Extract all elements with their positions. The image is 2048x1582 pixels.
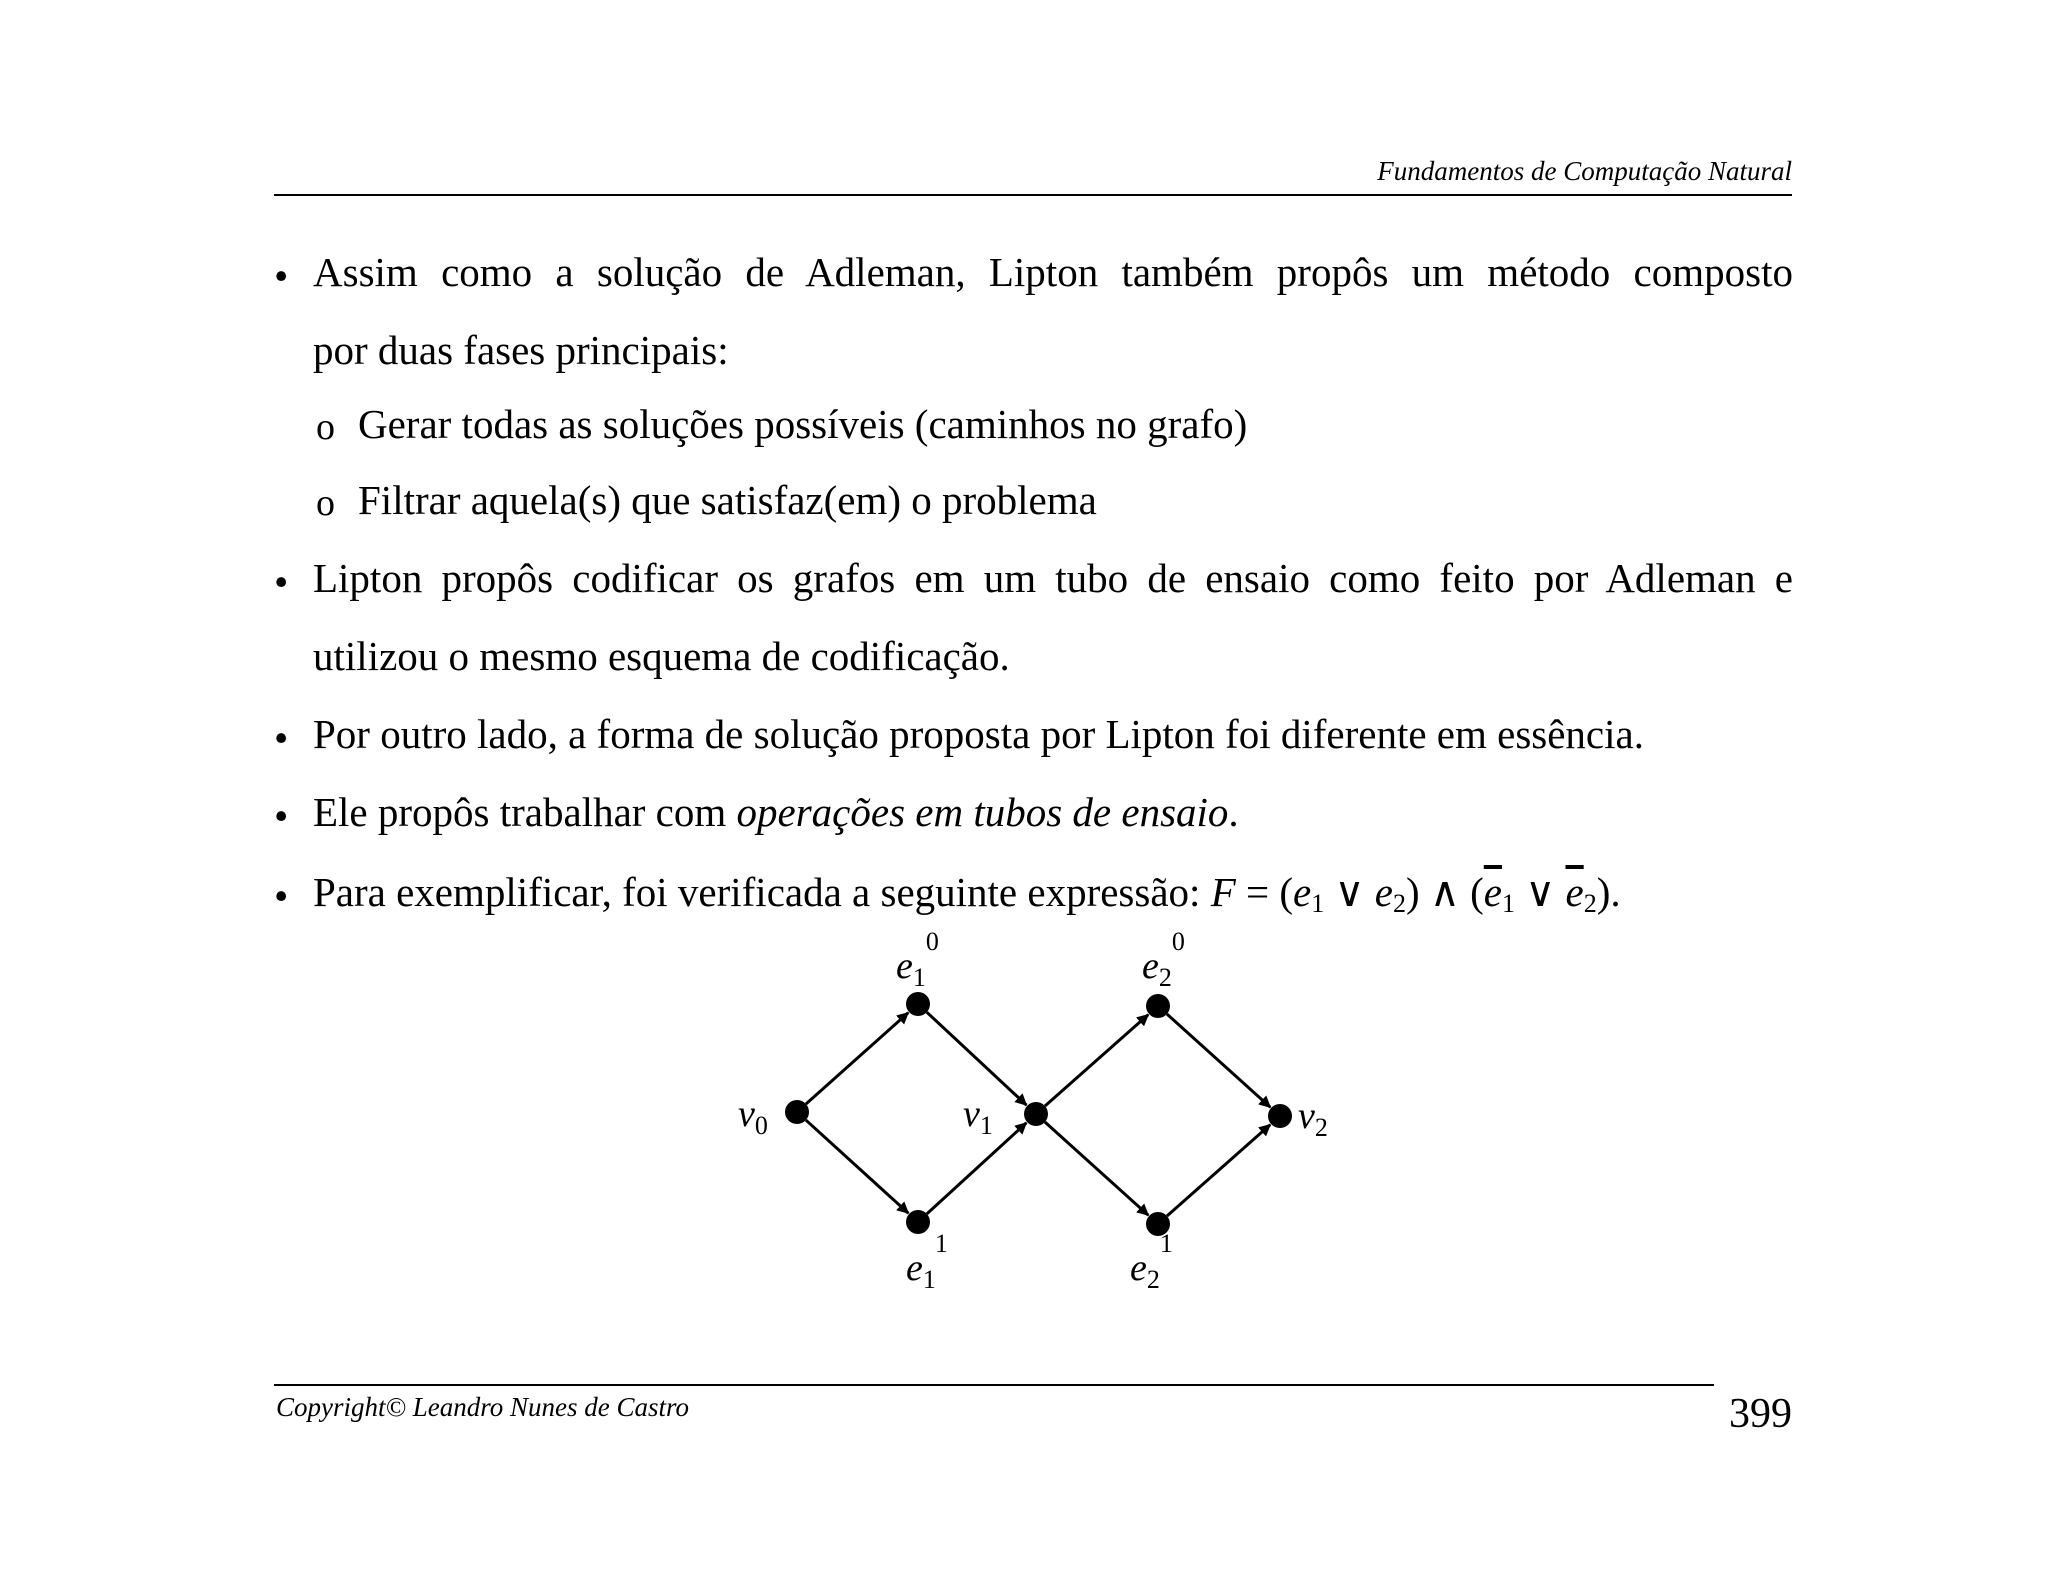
edge-e1_1-to-v1 — [927, 1123, 1027, 1214]
bullet-marker: • — [274, 559, 289, 605]
node-label-e1_0: $e_1^0$ — [896, 927, 939, 992]
sub-bullet-2-text: Filtrar aquela(s) que satisfaz(em) o problema — [358, 477, 1097, 523]
bullet-4-text-pre: Ele propôs trabalhar com — [313, 789, 737, 835]
node-e1_0 — [906, 992, 930, 1016]
node-label-v2: $v_2$ — [1298, 1095, 1328, 1142]
node-e2_0 — [1146, 994, 1170, 1018]
node-v1 — [1024, 1102, 1048, 1126]
bullet-2-line-2: utilizou o mesmo esquema de codificação. — [313, 633, 1010, 679]
sub-bullet-1-text: Gerar todas as soluções possíveis (caminhos no grafo) — [358, 401, 1248, 447]
bullet-marker: • — [274, 253, 289, 299]
bullet-2-line-1: Lipton propôs codificar os grafos em um tubo de ensaio como feito por Adleman e — [313, 555, 1793, 601]
edge-v0-to-e1_0 — [806, 1013, 908, 1104]
sub-bullet-marker: o — [316, 482, 335, 524]
bullet-4-text-post: . — [1228, 789, 1239, 835]
edge-v1-to-e2_0 — [1045, 1015, 1148, 1106]
node-label-v0: $v_0$ — [738, 1093, 768, 1140]
boolean-expression: $F = (e_1$ ∨ $e_2$) ∧ ($\overline{e}_1$ ∨ $\overline{e}_2$). — [1210, 869, 1621, 918]
running-header-title: Fundamentos de Computação Natural — [1377, 156, 1792, 186]
node-label-e2_1: $e_2^1$ — [1130, 1229, 1173, 1294]
node-label-v1: $v_1$ — [963, 1093, 993, 1140]
bullet-1-line-1: Assim como a solução de Adleman, Lipton também propôs um método composto — [313, 249, 1793, 295]
edge-e2_0-to-v2 — [1167, 1014, 1270, 1107]
node-v0 — [785, 1100, 809, 1124]
node-label-e2_0: $e_2^0$ — [1142, 927, 1185, 992]
edge-v0-to-e1_1 — [806, 1120, 909, 1213]
page-number: 399 — [1729, 1391, 1792, 1437]
node-e1_1 — [906, 1210, 930, 1234]
copyright-text: Copyright© Leandro Nunes de Castro — [276, 1392, 690, 1422]
bullet-5-text: Para exemplificar, foi verificada a seguinte expressão: — [313, 869, 1211, 915]
bullet-marker: • — [274, 715, 289, 761]
bullet-marker: • — [274, 873, 289, 919]
edge-e2_1-to-v2 — [1167, 1125, 1270, 1216]
bullet-4-emphasis: operações em tubos de ensaio — [736, 789, 1229, 835]
node-v2 — [1268, 1104, 1292, 1128]
footer-divider — [274, 1384, 1714, 1386]
bullet-1-line-2: por duas fases principais: — [313, 327, 729, 373]
edge-v1-to-e2_1 — [1045, 1122, 1148, 1215]
edge-e1_0-to-v1 — [927, 1012, 1027, 1105]
bullet-marker: • — [274, 793, 289, 839]
bullet-3-line-1: Por outro lado, a forma de solução proposta por Lipton foi diferente em essência. — [313, 711, 1644, 757]
node-label-e1_1: $e_1^1$ — [906, 1229, 948, 1294]
sub-bullet-marker: o — [316, 406, 335, 448]
